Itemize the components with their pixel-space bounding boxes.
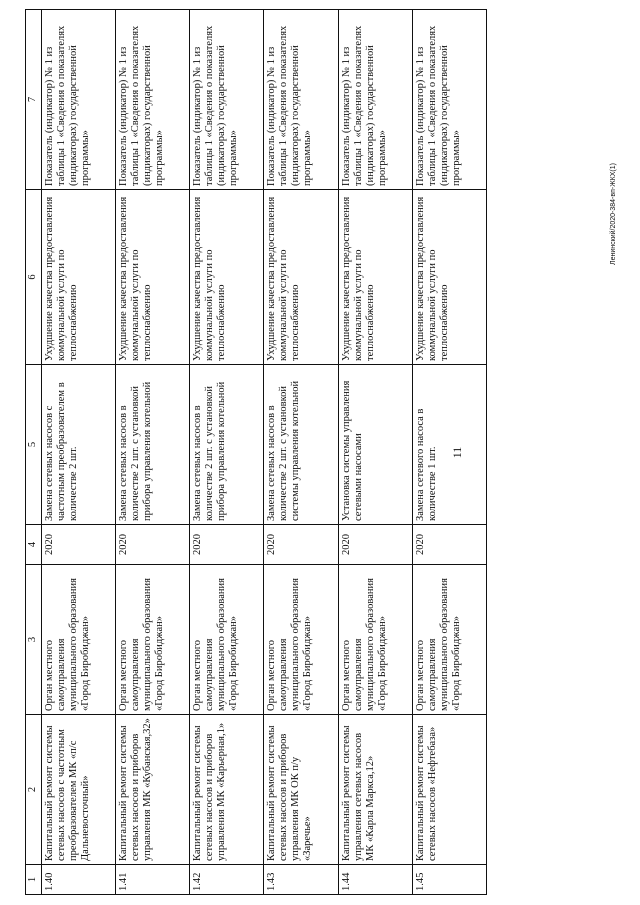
work-description: Замена сетевых насосов с частотным преобразователем в количестве 2 шт. [42,365,116,525]
activity-name: Капитальный ремонт системы управления сетевых насосов МК «Карла Маркса,12» [338,715,412,865]
column-header-2: 2 [26,715,42,865]
work-description: Замена сетевых насосов в количестве 2 шт. с установкой прибора управления котельной [190,365,264,525]
activity-name: Капитальный ремонт системы сетевых насосов и приборов управления МК «Кубанская,32» [116,715,190,865]
year: 2020 [42,525,116,565]
table-row [116,10,190,895]
consequence: Ухудшение качества предоставления коммунальной услуги по теплоснабжению [116,190,190,365]
consequence: Ухудшение качества предоставления коммунальной услуги по теплоснабжению [264,190,338,365]
table-row [42,10,116,895]
document-code: Ленинский/2020-384-вп-ЖКХ(1) [610,163,617,265]
responsible-body: Орган местного самоуправления муниципального образования «Город Биробиджан» [116,565,190,715]
responsible-body: Орган местного самоуправления муниципального образования «Город Биробиджан» [338,565,412,715]
indicator-link: Показатель (индикатор) № 1 из таблицы 1 «Сведения о показателях (индикаторах) государственной программы» [42,10,116,190]
work-description: Замена сетевого насоса в количестве 1 шт. [412,365,486,525]
year: 2020 [116,525,190,565]
table-row [412,10,486,895]
indicator-link: Показатель (индикатор) № 1 из таблицы 1 «Сведения о показателях (индикаторах) государственной программы» [116,10,190,190]
consequence: Ухудшение качества предоставления коммунальной услуги по теплоснабжению [190,190,264,365]
work-description: Замена сетевых насосов в количестве 2 шт. с установкой системы управления котельной [264,365,338,525]
row-number: 1.43 [264,865,338,895]
indicator-link: Показатель (индикатор) № 1 из таблицы 1 «Сведения о показателях (индикаторах) государственной программы» [412,10,486,190]
year: 2020 [190,525,264,565]
year: 2020 [264,525,338,565]
row-number: 1.42 [190,865,264,895]
indicator-link: Показатель (индикатор) № 1 из таблицы 1 «Сведения о показателях (индикаторах) государственной программы» [338,10,412,190]
program-activities-table [25,9,487,895]
column-header-7: 7 [26,10,42,190]
row-number: 1.41 [116,865,190,895]
row-number: 1.44 [338,865,412,895]
work-description: Установка системы управления сетевыми насосами [338,365,412,525]
activity-name: Капитальный ремонт системы сетевых насосов с частотным преобразователем МК «п/с Дальневосточный» [42,715,116,865]
consequence: Ухудшение качества предоставления коммунальной услуги по теплоснабжению [42,190,116,365]
work-description: Замена сетевых насосов в количестве 2 шт. с установкой прибора управления котельной [116,365,190,525]
table-row [338,10,412,895]
table-row [264,10,338,895]
consequence: Ухудшение качества предоставления коммунальной услуги по теплоснабжению [412,190,486,365]
responsible-body: Орган местного самоуправления муниципального образования «Город Биробиджан» [264,565,338,715]
table-header-row [26,10,42,895]
indicator-link: Показатель (индикатор) № 1 из таблицы 1 «Сведения о показателях (индикаторах) государственной программы» [264,10,338,190]
column-header-5: 5 [26,365,42,525]
activity-name: Капитальный ремонт системы сетевых насосов и приборов управления МК ОК п/у «Заречье» [264,715,338,865]
column-header-1: 1 [26,865,42,895]
row-number: 1.45 [412,865,486,895]
year: 2020 [338,525,412,565]
responsible-body: Орган местного самоуправления муниципального образования «Город Биробиджан» [42,565,116,715]
activity-name: Капитальный ремонт системы сетевых насосов и приборов управления МК «Карьерная,1» [190,715,264,865]
responsible-body: Орган местного самоуправления муниципального образования «Город Биробиджан» [412,565,486,715]
row-number: 1.40 [42,865,116,895]
table-row [190,10,264,895]
column-header-3: 3 [26,565,42,715]
responsible-body: Орган местного самоуправления муниципального образования «Город Биробиджан» [190,565,264,715]
column-header-4: 4 [26,525,42,565]
year: 2020 [412,525,486,565]
page-number: 11 [450,446,464,459]
activity-name: Капитальный ремонт системы сетевых насосов «Нефтебаза» [412,715,486,865]
consequence: Ухудшение качества предоставления коммунальной услуги по теплоснабжению [338,190,412,365]
indicator-link: Показатель (индикатор) № 1 из таблицы 1 «Сведения о показателях (индикаторах) государственной программы» [190,10,264,190]
column-header-6: 6 [26,190,42,365]
